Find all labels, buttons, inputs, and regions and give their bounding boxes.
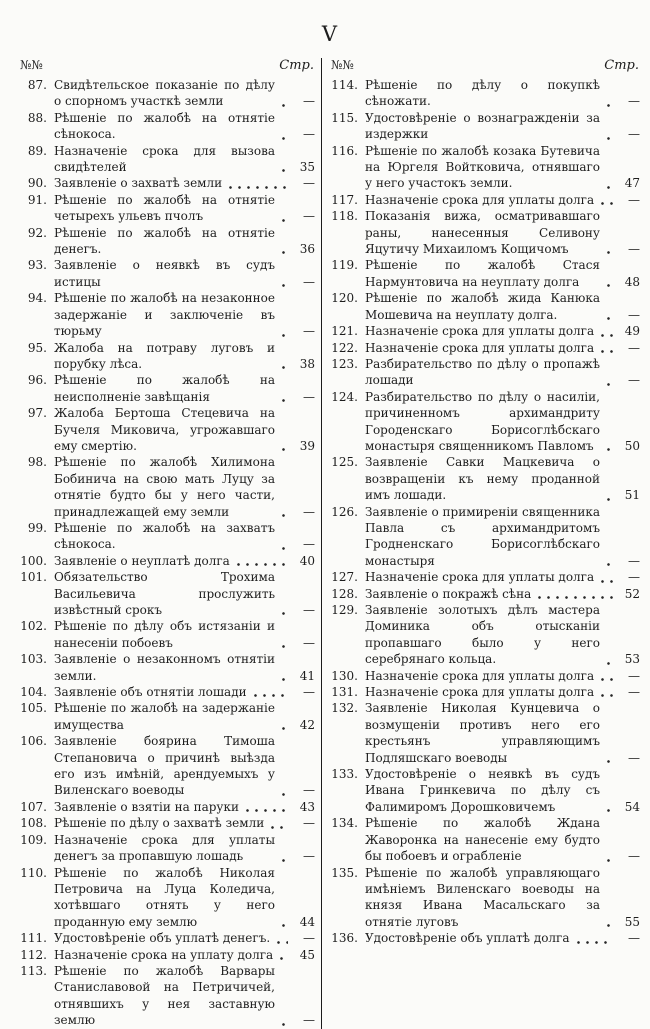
page-number-roman: V <box>321 22 339 46</box>
entry-page-number: — <box>303 635 315 650</box>
entry-page-number: 48 <box>624 274 640 289</box>
dot-leader <box>607 186 613 189</box>
entry-title: Заявленіе о примиреніи священника Павла съ архимандритомъ Гродненскаго Борисоглѣбскаго монастыря <box>365 504 600 568</box>
entry-number: 115. <box>331 110 358 125</box>
entry-page-number: — <box>303 849 315 864</box>
dot-leader <box>607 662 613 665</box>
entry-title: Заявленіе боярина Тимоша Степановича о причинѣ выѣзда его изъ имѣній, арендуемыхъ у Виленскаго воеводы <box>54 734 275 798</box>
dot-leader <box>282 284 288 287</box>
dot-leader <box>282 547 288 550</box>
entry-number: 117. <box>331 192 358 207</box>
entry-number: 92. <box>27 225 47 240</box>
dot-leader <box>601 350 613 353</box>
entry-page-number: 54 <box>624 799 640 814</box>
entry-page-number: — <box>303 94 315 109</box>
entry-number: 87. <box>27 78 47 92</box>
toc-entry <box>20 110 315 143</box>
entry-page-number: — <box>628 668 640 683</box>
toc-entry <box>20 815 315 831</box>
toc-entry <box>20 700 315 733</box>
entry-title: Разбирательство по дѣлу о пропажѣ лошади <box>365 356 600 388</box>
entry-title: Назначеніе срока для уплаты долга <box>365 324 595 339</box>
entry-page-number: — <box>303 931 315 946</box>
entry-number: 131. <box>331 685 358 700</box>
entry-number: 135. <box>331 865 358 880</box>
dot-leader <box>229 186 288 189</box>
dot-leader <box>282 612 288 615</box>
entry-page-number: 44 <box>299 914 315 929</box>
entry-page-number: — <box>303 603 315 617</box>
dot-leader <box>282 448 288 451</box>
dot-leader <box>282 1023 288 1026</box>
dot-leader <box>601 202 613 205</box>
dot-leader <box>607 284 613 287</box>
entry-number: 93. <box>27 258 47 273</box>
entry-number: 114. <box>331 78 358 92</box>
entry-title: Заявленіе Савки Мацкевича о возвращеніи къ нему проданной имъ лошади. <box>365 455 600 503</box>
entry-number: 103. <box>20 652 47 667</box>
entry-page-number: — <box>628 553 640 568</box>
toc-entry <box>331 340 640 356</box>
toc-entry <box>20 372 315 405</box>
entry-number: 111. <box>20 931 47 946</box>
toc-entry <box>20 175 315 191</box>
entry-number: 119. <box>331 258 358 273</box>
entry-page-number: — <box>303 274 315 289</box>
toc-column-right <box>322 58 640 1029</box>
toc-entries-left <box>20 77 315 1029</box>
toc-entry <box>20 77 315 110</box>
toc-entry <box>331 257 640 290</box>
dot-leader <box>607 104 613 107</box>
entry-title: Заявленіе о неуплатѣ долга <box>54 553 230 568</box>
entry-title: Обязательство Трохима Васильевича прослужить извѣстный срокъ <box>54 570 275 617</box>
entry-title: Заявленіе о незаконномъ отнятіи земли. <box>54 652 275 683</box>
entry-number: 99. <box>27 520 47 535</box>
dot-leader <box>282 793 288 796</box>
entry-number: 130. <box>331 668 358 683</box>
dot-leader <box>607 498 613 501</box>
entry-title: Удостовѣреніе о вознагражденіи за издержки <box>365 110 600 142</box>
entry-page-number: 43 <box>299 799 315 814</box>
dot-leader <box>282 924 288 927</box>
toc-entry <box>20 143 315 176</box>
dot-leader <box>607 924 613 927</box>
entry-title: Удостовѣреніе о неявкѣ въ судъ Ивана Гринкевича по дѣлу съ Фалимиромъ Дорошковичемъ <box>365 767 600 814</box>
entry-page-number: — <box>303 504 315 519</box>
entry-title: Удостовѣреніе объ уплатѣ долга <box>365 931 570 946</box>
entry-page-number: 40 <box>299 553 315 568</box>
dot-leader <box>607 383 613 386</box>
entry-number: 132. <box>331 701 358 716</box>
entry-number: 102. <box>20 619 47 634</box>
toc-entry <box>331 208 640 257</box>
entry-page-number: — <box>628 685 640 700</box>
entry-title: Рѣшеніе по жалобѣ на отнятіе сѣнокоса. <box>54 110 275 142</box>
entry-page-number: 35 <box>299 160 315 175</box>
entry-number: 113. <box>20 963 47 978</box>
entry-number: 104. <box>20 685 47 700</box>
entry-number: 128. <box>331 586 358 601</box>
entry-page-number: 52 <box>624 586 640 601</box>
entry-number: 134. <box>331 816 358 831</box>
entry-title: Рѣшеніе по жалобѣ на задержаніе имущества <box>54 701 275 732</box>
entry-number: 112. <box>20 947 47 962</box>
toc-entry <box>20 930 315 946</box>
toc-entries-right <box>331 77 640 947</box>
entry-number: 123. <box>331 356 358 371</box>
entry-title: Рѣшеніе по жалобѣ на захватъ сѣнокоса. <box>54 520 275 552</box>
entry-page-number: — <box>303 209 315 224</box>
entry-title: Рѣшеніе по жалобѣ Варвары Станиславовой на Петричичей, отнявшихъ у нея заставную землю <box>54 963 275 1028</box>
dot-leader <box>282 169 288 172</box>
entry-title: Рѣшеніе по жалобѣ управляющаго имѣніемъ Виленскаго воеводы на князя Ивана Масальскаго за отнятіе луговъ <box>365 865 600 929</box>
dot-leader <box>282 219 288 222</box>
entry-number: 108. <box>20 816 47 831</box>
dot-leader <box>282 251 288 254</box>
dot-leader <box>282 399 288 402</box>
entry-title: Жалоба на потраву луговъ и порубку лѣса. <box>54 340 275 371</box>
toc-columns <box>20 58 640 1029</box>
entry-number: 122. <box>331 340 358 355</box>
entry-page-number: — <box>303 816 315 831</box>
entry-page-number: — <box>628 373 640 388</box>
toc-entry <box>331 602 640 668</box>
numbers-column-label: №№ <box>20 58 43 72</box>
dot-leader <box>282 104 288 107</box>
entry-page-number: — <box>628 340 640 355</box>
entry-page-number: — <box>303 783 315 798</box>
toc-entry <box>20 454 315 520</box>
entry-page-number: — <box>303 389 315 404</box>
entry-number: 107. <box>20 799 47 814</box>
entry-title: Рѣшеніе по дѣлу о захватѣ земли <box>54 816 265 831</box>
entry-number: 116. <box>331 143 358 158</box>
entry-number: 100. <box>20 553 47 568</box>
entry-number: 127. <box>331 570 358 585</box>
toc-entry <box>331 143 640 192</box>
dot-leader <box>282 727 288 730</box>
entry-page-number: 51 <box>624 488 640 503</box>
toc-entry <box>331 389 640 455</box>
dot-leader <box>601 334 613 337</box>
toc-entry <box>331 356 640 389</box>
entry-number: 129. <box>331 603 358 617</box>
entry-title: Рѣшеніе по жалобѣ Николая Петровича на Луца Коледича, хотѣвшаго отнять у него проданную ему землю <box>54 865 275 929</box>
entry-title: Заявленіе объ отнятіи лошади <box>54 685 247 700</box>
page-column-label: Стр. <box>604 58 639 73</box>
page-column-label: Стр. <box>279 58 314 73</box>
toc-entry <box>20 799 315 815</box>
entry-number: 133. <box>331 767 358 782</box>
dot-leader <box>607 137 613 140</box>
toc-entry <box>20 520 315 553</box>
entry-number: 94. <box>27 291 47 306</box>
toc-entry <box>331 77 640 110</box>
entry-number: 125. <box>331 455 358 470</box>
entry-page-number: — <box>628 570 640 585</box>
toc-entry <box>331 865 640 931</box>
entry-number: 126. <box>331 504 358 519</box>
dot-leader <box>282 645 288 648</box>
toc-entry <box>331 192 640 208</box>
dot-leader <box>601 694 613 697</box>
entry-title: Рѣшеніе по жалобѣ Хилимона Бобинича на свою мать Луцу за отнятіе будто бы у него части, принадлежащей ему земли <box>54 455 275 519</box>
entry-page-number: 41 <box>299 668 315 683</box>
toc-entry <box>331 454 640 503</box>
numbers-column-label: №№ <box>331 58 354 72</box>
toc-entry <box>331 569 640 585</box>
dot-leader <box>282 859 288 862</box>
entry-title: Показанія вижа, осматривавшаго раны, нанесенныя Селивону Яцутичу Михаиломъ Кощичомъ <box>365 209 600 257</box>
entry-title: Жалоба Бертоша Стецевича на Бучеля Миковича, угрожавшаго ему смертію. <box>54 406 275 453</box>
entry-number: 136. <box>331 931 358 946</box>
entry-number: 110. <box>20 865 47 880</box>
entry-page-number: — <box>628 307 640 322</box>
dot-leader <box>282 334 288 337</box>
entry-number: 105. <box>20 701 47 716</box>
entry-page-number: — <box>628 931 640 946</box>
entry-number: 97. <box>27 406 47 421</box>
entry-title: Рѣшеніе по жалобѣ Ждана Жаворонка на нанесеніе ему будто бы побоевъ и ограбленіе <box>365 816 600 864</box>
dot-leader <box>601 678 613 681</box>
entry-title: Заявленіе о захватѣ земли <box>54 176 223 191</box>
entry-title: Рѣшеніе по жалобѣ Стася Нармунтовича на неуплату долга <box>365 258 600 289</box>
entry-title: Рѣшеніе по дѣлу о покупкѣ сѣножати. <box>365 78 600 109</box>
toc-entry <box>20 569 315 618</box>
toc-entry <box>20 947 315 963</box>
toc-entry <box>331 323 640 339</box>
entry-title: Назначеніе срока для уплаты долга <box>365 668 595 683</box>
entry-page-number: 38 <box>299 356 315 371</box>
entry-title: Рѣшеніе по жалобѣ на незаконное задержаніе и заключеніе въ тюрьму <box>54 291 275 339</box>
entry-title: Заявленіе золотыхъ дѣлъ мастера Доминика объ отысканіи пропавшаго было у него серебрянаго кольца. <box>365 603 600 667</box>
entry-page-number: 55 <box>624 914 640 929</box>
entry-number: 90. <box>27 176 47 191</box>
dot-leader <box>282 366 288 369</box>
toc-column-left <box>20 58 319 1029</box>
dot-leader <box>607 760 613 763</box>
entry-title: Рѣшеніе по жалобѣ козака Бутевича на Юргеля Войтковича, отнявшаго у него участокъ земли. <box>365 143 600 191</box>
dot-leader <box>607 448 613 451</box>
toc-entry <box>331 684 640 700</box>
entry-title: Заявленіе о неявкѣ въ судъ истицы <box>54 258 275 289</box>
entry-page-number: 49 <box>624 324 640 339</box>
dot-leader <box>254 694 288 697</box>
toc-entry <box>331 700 640 766</box>
dot-leader <box>271 826 288 829</box>
entry-title: Рѣшеніе по жалобѣ на отнятіе четырехъ ульевъ пчолъ <box>54 192 275 224</box>
toc-entry <box>20 733 315 799</box>
entry-page-number: — <box>628 849 640 864</box>
entry-page-number: — <box>628 94 640 109</box>
entry-number: 118. <box>331 209 358 224</box>
entry-number: 98. <box>27 455 47 470</box>
entry-title: Назначеніе срока на уплату долга <box>54 947 274 962</box>
toc-entry <box>20 553 315 569</box>
entry-page-number: 36 <box>299 242 315 257</box>
entry-number: 109. <box>20 832 47 847</box>
entry-title: Свидѣтельское показаніе по дѣлу о спорномъ участкѣ земли <box>54 78 275 109</box>
entry-number: 124. <box>331 389 358 404</box>
entry-number: 96. <box>27 373 47 388</box>
toc-entry <box>331 668 640 684</box>
entry-title: Назначеніе срока для вызова свидѣтелей <box>54 143 275 175</box>
toc-entry <box>20 832 315 865</box>
dot-leader <box>607 563 613 566</box>
entry-page-number: — <box>628 750 640 765</box>
entry-page-number: — <box>628 242 640 257</box>
toc-entry <box>20 257 315 290</box>
entry-title: Рѣшеніе по жалобѣ на неисполненіе завѣщанія <box>54 373 275 404</box>
dot-leader <box>282 514 288 517</box>
dot-leader <box>607 251 613 254</box>
entry-title: Разбирательство по дѣлу о насиліи, причиненномъ архимандриту Городенскаго Борисоглѣбскаго монастыря священникомъ Павломъ <box>365 389 600 453</box>
entry-title: Назначеніе срока для уплаты денегъ за пропавшую лошадь <box>54 832 275 864</box>
entry-number: 121. <box>331 324 358 339</box>
entry-title: Назначеніе срока для уплаты долга <box>365 340 595 355</box>
toc-entry <box>20 865 315 931</box>
dot-leader <box>607 317 613 320</box>
entry-title: Заявленіе Николая Кунцевича о возмущеніи противъ него его крестьянъ управляющимъ Подляшскаго воеводы <box>365 701 600 765</box>
entry-page-number: — <box>303 537 315 552</box>
entry-page-number: — <box>303 176 315 191</box>
entry-number: 106. <box>20 734 47 749</box>
entry-title: Назначеніе срока для уплаты долга <box>365 685 595 700</box>
dot-leader <box>577 941 614 944</box>
entry-page-number: 53 <box>624 652 640 667</box>
dot-leader <box>277 941 288 944</box>
entry-title: Удостовѣреніе объ уплатѣ денегъ. <box>54 931 271 946</box>
column-header-left <box>20 58 315 73</box>
entry-number: 95. <box>27 340 47 355</box>
toc-entry <box>20 618 315 651</box>
entry-number: 91. <box>27 192 47 207</box>
entry-number: 120. <box>331 291 358 306</box>
toc-entry <box>331 110 640 143</box>
entry-page-number: 45 <box>299 947 315 962</box>
entry-page-number: 50 <box>624 438 640 453</box>
toc-entry <box>20 651 315 684</box>
toc-entry <box>20 405 315 454</box>
entry-page-number: 39 <box>299 438 315 453</box>
entry-number: 101. <box>20 570 47 585</box>
entry-title: Рѣшеніе по дѣлу объ истязаніи и нанесеніи побоевъ <box>54 619 275 650</box>
toc-entry <box>20 225 315 258</box>
entry-number: 88. <box>27 110 47 125</box>
dot-leader <box>282 137 288 140</box>
toc-entry <box>20 290 315 339</box>
entry-title: Заявленіе о покражѣ сѣна <box>365 586 532 601</box>
toc-entry <box>20 684 315 700</box>
toc-entry <box>331 815 640 864</box>
entry-page-number: — <box>303 685 315 700</box>
toc-entry <box>20 963 315 1029</box>
toc-entry <box>331 930 640 946</box>
dot-leader <box>607 859 613 862</box>
entry-page-number: — <box>303 127 315 142</box>
entry-page-number: — <box>628 127 640 142</box>
entry-title: Рѣшеніе по жалобѣ жида Канюка Мошевича на неуплату долга. <box>365 291 600 322</box>
entry-title: Назначеніе срока для уплаты долга <box>365 192 595 207</box>
dot-leader <box>601 580 613 583</box>
dot-leader <box>237 563 288 566</box>
toc-entry <box>331 586 640 602</box>
dot-leader <box>538 596 613 599</box>
toc-entry <box>331 504 640 570</box>
entry-number: 89. <box>27 143 47 158</box>
dot-leader <box>280 957 288 960</box>
entry-page-number: 42 <box>299 717 315 732</box>
column-header-right <box>331 58 640 73</box>
dot-leader <box>607 809 613 812</box>
entry-page-number: — <box>628 192 640 207</box>
entry-title: Назначеніе срока для уплаты долга <box>365 570 595 585</box>
entry-page-number: — <box>303 324 315 339</box>
entry-title: Рѣшеніе по жалобѣ на отнятіе денегъ. <box>54 225 275 257</box>
entry-page-number: 47 <box>624 176 640 191</box>
entry-title: Заявленіе о взятіи на паруки <box>54 799 239 814</box>
toc-entry <box>20 192 315 225</box>
dot-leader <box>246 809 288 812</box>
entry-page-number: — <box>303 1013 315 1028</box>
toc-entry <box>20 340 315 373</box>
dot-leader <box>282 678 288 681</box>
toc-entry <box>331 766 640 815</box>
toc-entry <box>331 290 640 323</box>
